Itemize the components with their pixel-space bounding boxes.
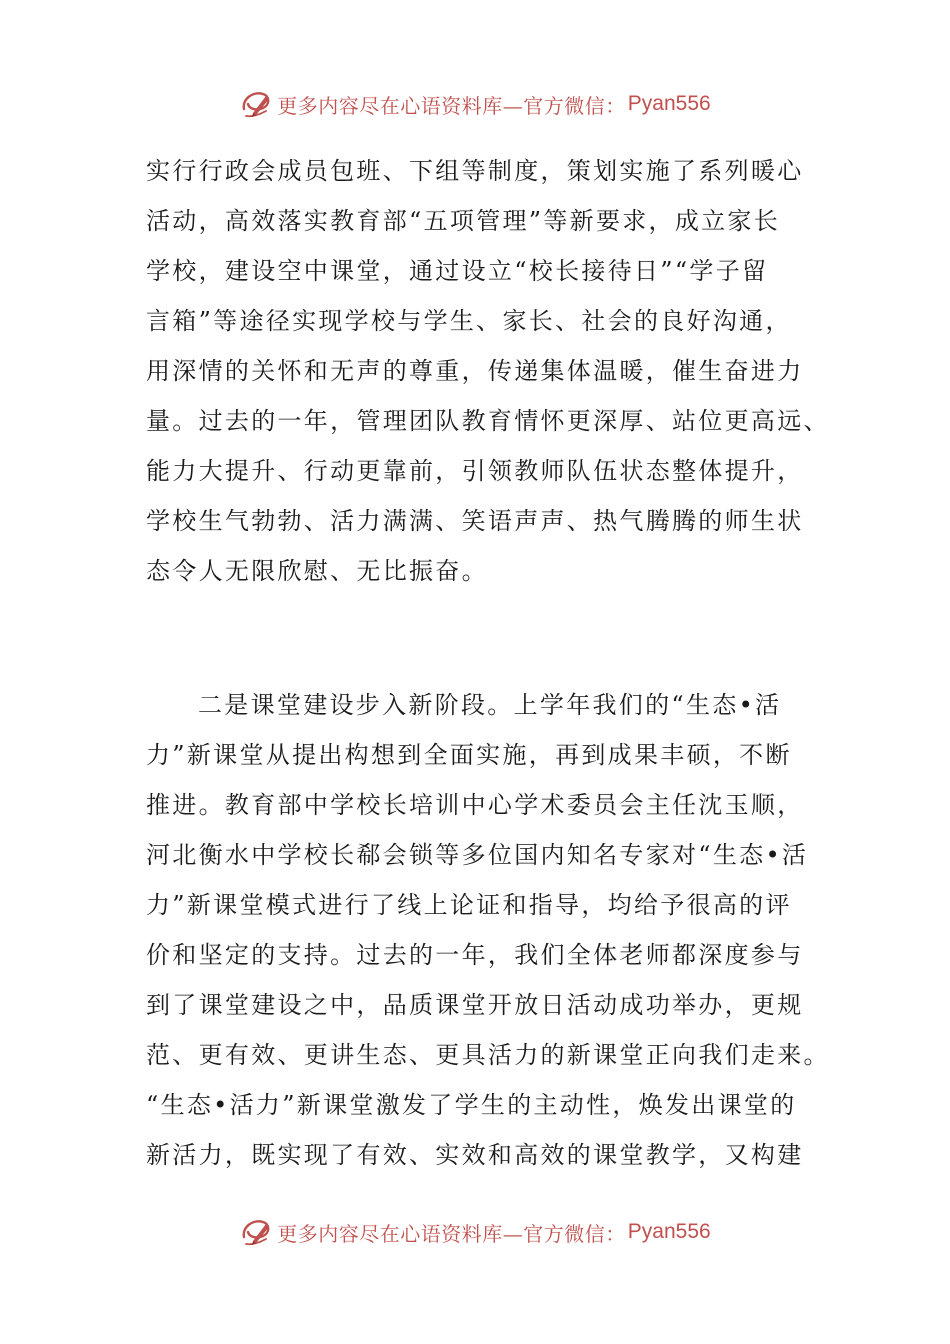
text-line: 量。过去的一年，管理团队教育情怀更深厚、站位更高远、 xyxy=(146,407,830,435)
text-line: 用深情的关怀和无声的尊重，传递集体温暖，催生奋进力 xyxy=(146,357,804,385)
text-line: 能力大提升、行动更靠前，引领教师队伍状态整体提升， xyxy=(146,457,804,485)
text-line: 力”新课堂模式进行了线上论证和指导，均给予很高的评 xyxy=(146,891,792,919)
watermark-text: 更多内容尽在心语资料库—官方微信： xyxy=(277,1221,626,1246)
text-line: 态令人无限欣慰、无比振奋。 xyxy=(146,557,488,585)
text-line: 推进。教育部中学校长培训中心学术委员会主任沈玉顺， xyxy=(146,791,804,819)
text-line: 到了课堂建设之中，品质课堂开放日活动成功举办，更规 xyxy=(146,991,804,1019)
text-line: 新活力，既实现了有效、实效和高效的课堂教学，又构建 xyxy=(146,1141,804,1169)
text-line: “生态•活力”新课堂激发了学生的主动性，焕发出课堂的 xyxy=(146,1091,797,1119)
text-line: 学校生气勃勃、活力满满、笑语声声、热气腾腾的师生状 xyxy=(146,507,804,535)
text-line: 活动，高效落实教育部“五项管理”等新要求，成立家长 xyxy=(146,207,781,235)
text-line: 河北衡水中学校长郗会锁等多位国内知名专家对“生态•活 xyxy=(146,841,809,869)
text-line: 二是课堂建设步入新阶段。上学年我们的“生态•活 xyxy=(198,691,782,719)
text-line: 范、更有效、更讲生态、更具活力的新课堂正向我们走来。 xyxy=(146,1041,830,1069)
document-body xyxy=(146,146,830,1180)
watermark-wechat-handle: Pyan556 xyxy=(627,92,711,115)
header-watermark xyxy=(0,84,950,124)
watermark-text: 更多内容尽在心语资料库—官方微信： xyxy=(277,93,626,118)
footer-watermark xyxy=(0,1212,950,1252)
watermark-wechat-handle: Pyan556 xyxy=(627,1220,711,1243)
pen-swirl-logo-icon xyxy=(239,1215,273,1249)
text-line: 实行行政会成员包班、下组等制度，策划实施了系列暖心 xyxy=(146,157,804,185)
text-line: 言箱”等途径实现学校与学生、家长、社会的良好沟通， xyxy=(146,307,792,335)
paragraph xyxy=(146,680,830,1180)
paragraph-spacer xyxy=(146,596,806,680)
text-line: 学校，建设空中课堂，通过设立“校长接待日”“学子留 xyxy=(146,257,769,285)
text-line: 价和坚定的支持。过去的一年，我们全体老师都深度参与 xyxy=(146,941,804,969)
paragraph xyxy=(146,146,830,596)
pen-swirl-logo-icon xyxy=(239,87,273,121)
text-line: 力”新课堂从提出构想到全面实施，再到成果丰硕，不断 xyxy=(146,741,792,769)
